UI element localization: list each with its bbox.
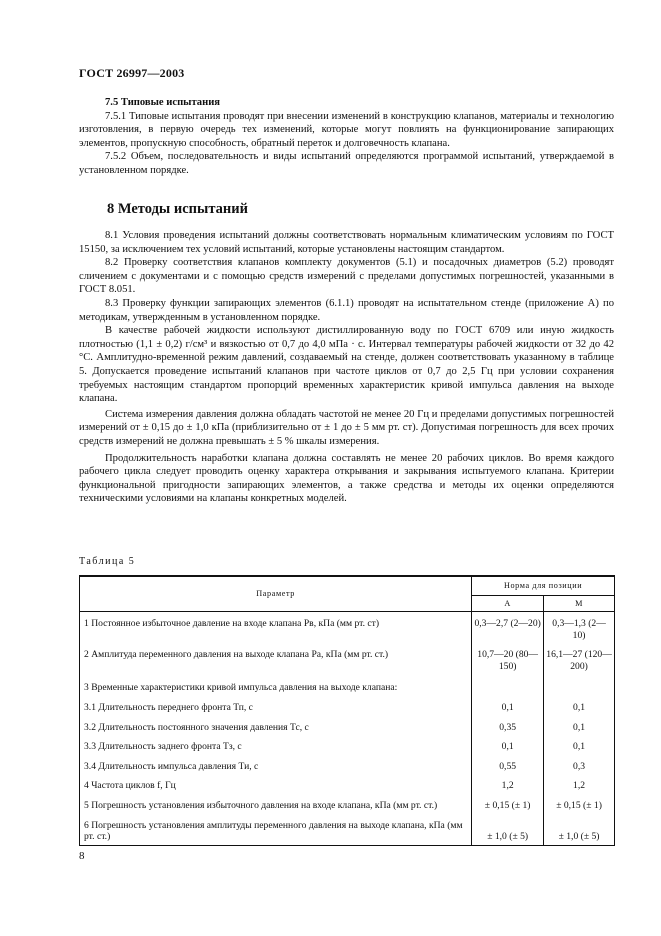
- row-value-m: 1,2: [544, 774, 615, 794]
- table-row: [80, 794, 615, 814]
- row-value-a: ± 0,15 (± 1): [472, 794, 544, 814]
- row-value-m: ± 0,15 (± 1): [544, 794, 615, 814]
- header-norm: Норма для позиции: [472, 576, 615, 596]
- paragraph-operating-duration: Продолжительность наработки клапана должна составлять не менее 20 рабочих циклов. Во время каждого рабочего цикла следует проводить оценку характера открывания и закрывания испытуемого клапана. Критерии функциональной пригодности запирающих элементов, а также средства и методы их оценки определяются техническими условиями на клапаны конкретных моделей.: [79, 452, 614, 505]
- row-value-m: 0,1: [544, 696, 615, 716]
- table-row: [80, 774, 615, 794]
- paragraph-working-fluid: В качестве рабочей жидкости используют дистиллированную воду по ГОСТ 6709 или иную жидкость плотностью (1,1 ± 0,2) г/см³ и вязкостью от 0,7 до 4,0 мПа · с. Интервал температуры рабочей жидкости от 32 до 42 °С. Амплитудно-временной режим давлений, создаваемый на стенде, должен соответствовать указанному в таблице 5. Допускается проведение испытаний клапанов при частоте циклов от 0,7 до 2,5 Гц при условии сохранения требуемых настоящим стандартом пропорций временных характеристик кривой импульса давления на выходе клапана.: [79, 325, 614, 405]
- row-value-m: 0,3: [544, 755, 615, 775]
- row-value-m: 0,1: [544, 716, 615, 736]
- header-parameter: Параметр: [80, 576, 472, 612]
- page-number: 8: [79, 850, 85, 862]
- row-param: 2 Амплитуда переменного давления на выходе клапана Ра, кПа (мм рт. ст.): [80, 643, 472, 674]
- parameters-table: [79, 575, 615, 846]
- row-param: 3.1 Длительность переднего фронта Тп, с: [80, 696, 472, 716]
- row-value-a: 0,1: [472, 696, 544, 716]
- row-value-a: 0,3—2,7 (2—20): [472, 612, 544, 644]
- table-row: [80, 755, 615, 775]
- row-value-a: 10,7—20 (80—150): [472, 643, 544, 674]
- table-row: [80, 696, 615, 716]
- section-8-body: [79, 229, 614, 506]
- row-value-a: 0,35: [472, 716, 544, 736]
- row-param: 3.4 Длительность импульса давления Ти, с: [80, 755, 472, 775]
- table-row: [80, 716, 615, 736]
- row-value-m: [544, 674, 615, 696]
- table-row: [80, 612, 615, 644]
- row-param: 4 Частота циклов f, Гц: [80, 774, 472, 794]
- header-position-a: А: [472, 596, 544, 612]
- row-param: 3.2 Длительность постоянного значения давления Тс, с: [80, 716, 472, 736]
- row-value-m: 0,1: [544, 735, 615, 755]
- row-param: 5 Погрешность установления избыточного давления на входе клапана, кПа (мм рт. ст.): [80, 794, 472, 814]
- section-7-5: [79, 96, 614, 178]
- row-value-a: 1,2: [472, 774, 544, 794]
- row-value-a: ± 1,0 (± 5): [472, 814, 544, 846]
- row-param: 3.3 Длительность заднего фронта Тз, с: [80, 735, 472, 755]
- header-position-m: М: [544, 596, 615, 612]
- paragraph-8-2: 8.2 Проверку соответствия клапанов комплекту документов (5.1) и посадочных диаметров (5.2) проводят сличением с документами и с помощью средств измерений с пределами допустимых погрешностей, указанными в ГОСТ 8.051.: [79, 257, 614, 296]
- table-row: [80, 643, 615, 674]
- section-8-title: 8 Методы испытаний: [107, 201, 248, 217]
- row-value-m: 0,3—1,3 (2—10): [544, 612, 615, 644]
- table-caption: Таблица 5: [79, 556, 136, 567]
- section-7-5-title: 7.5 Типовые испытания: [105, 97, 221, 108]
- row-value-a: 0,55: [472, 755, 544, 775]
- row-param: 3 Временные характеристики кривой импульса давления на выходе клапана:: [80, 674, 472, 696]
- row-param: 6 Погрешность установления амплитуды переменного давления на выходе клапана, кПа (мм рт. ст.): [80, 814, 472, 846]
- row-param: 1 Постоянное избыточное давление на входе клапана Рв, кПа (мм рт. ст): [80, 612, 472, 644]
- row-value-a: 0,1: [472, 735, 544, 755]
- table-row: [80, 735, 615, 755]
- row-value-m: ± 1,0 (± 5): [544, 814, 615, 846]
- doc-header: ГОСТ 26997—2003: [79, 66, 185, 80]
- row-value-a: [472, 674, 544, 696]
- paragraph-7-5-1: 7.5.1 Типовые испытания проводят при внесении изменений в конструкцию клапанов, материалы и технологию изготовления, в первую очередь тех изменений, которые могут повлиять на функционирование запирающих элементов, пропускную способность, обратный переток и долговечность клапана.: [79, 110, 614, 149]
- table-row: [80, 674, 615, 696]
- paragraph-7-5-2: 7.5.2 Объем, последовательность и виды испытаний определяются программой испытаний, утверждаемой в установленном порядке.: [79, 151, 614, 176]
- row-value-m: 16,1—27 (120—200): [544, 643, 615, 674]
- paragraph-8-1: 8.1 Условия проведения испытаний должны соответствовать нормальным климатическим условиям по ГОСТ 15150, за исключением тех условий испытаний, которые установлены настоящим стандартом.: [79, 230, 614, 255]
- table-row: [80, 814, 615, 846]
- paragraph-measurement-system: Система измерения давления должна обладать частотой не менее 20 Гц и пределами допустимых погрешностей измерений от ± 0,15 до ± 1,0 кПа (приблизительно от ± 1 до ± 5 мм рт. ст). Допустимая погрешность для всех прочих средств измерений не должна превышать ± 5 % шкалы измерения.: [79, 408, 614, 447]
- paragraph-8-3: 8.3 Проверку функции запирающих элементов (6.1.1) проводят на испытательном стенде (приложение А) по методикам, утвержденным в установленном порядке.: [79, 297, 614, 323]
